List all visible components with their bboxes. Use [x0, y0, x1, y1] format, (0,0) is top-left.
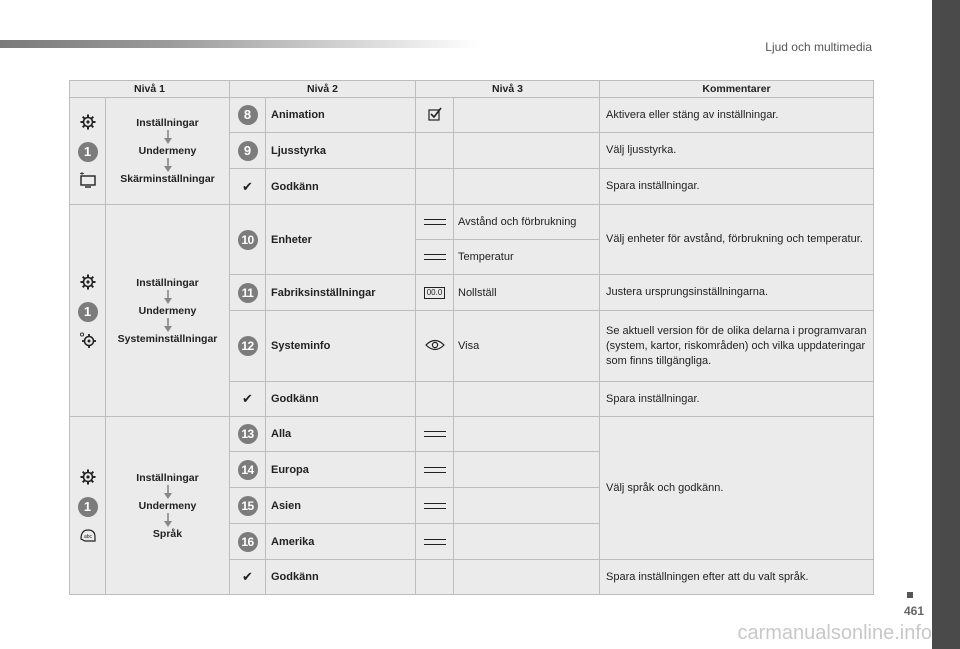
step-badge: 1	[78, 497, 98, 517]
level1-icons	[70, 205, 106, 417]
path-step: Undermeny	[138, 145, 197, 157]
page-number: 461	[903, 604, 924, 618]
comment: Spara inställningen efter att du valt språk.	[600, 560, 874, 595]
level1-icons	[70, 417, 106, 595]
step-badge: 10	[238, 230, 258, 250]
arrow-down-icon	[163, 130, 173, 144]
list-option-icon	[424, 254, 446, 260]
checkmark-icon: ✔	[242, 178, 253, 194]
level2-label: Asien	[266, 488, 416, 524]
level2-label: Alla	[266, 417, 416, 452]
level1-icons	[70, 98, 106, 205]
level2-label: Enheter	[266, 205, 416, 275]
comment: Justera ursprungsinställningarna.	[600, 275, 874, 311]
step-badge: 16	[238, 532, 258, 552]
watermark: carmanualsonline.info	[737, 622, 932, 644]
comment: Spara inställningar.	[600, 382, 874, 417]
checkmark-icon: ✔	[242, 391, 253, 406]
eye-icon	[425, 339, 445, 351]
section-title: Ljud och multimedia	[765, 40, 872, 54]
level2-label: Fabriksinställningar	[266, 275, 416, 311]
list-option-icon	[424, 431, 446, 437]
page-marker	[907, 592, 913, 598]
comment: Spara inställningar.	[600, 169, 874, 205]
arrow-down-icon	[163, 290, 173, 304]
header-gradient-bar	[0, 40, 480, 48]
level3-label: Temperatur	[454, 240, 600, 275]
step-badge: 12	[238, 336, 258, 356]
level3-label: Nollställ	[454, 275, 600, 311]
menu-path	[106, 205, 230, 417]
level2-label: Animation	[266, 98, 416, 133]
step-badge: 14	[238, 460, 258, 480]
table-header-row	[70, 81, 874, 98]
col-header-level3: Nivå 3	[416, 81, 600, 98]
gear-icon	[80, 274, 96, 290]
level2-label: Systeminfo	[266, 311, 416, 382]
path-step: Undermeny	[138, 499, 197, 512]
step-badge: 11	[238, 283, 258, 303]
table-row	[70, 98, 874, 133]
col-header-level2: Nivå 2	[230, 81, 416, 98]
level3-label: Avstånd och förbrukning	[454, 205, 600, 240]
path-step: Undermeny	[138, 304, 197, 317]
comment: Se aktuell version för de olika delarna i programvaran (system, kartor, riskområden) och vilka uppdateringar som finns tillgängliga.	[600, 311, 874, 382]
level2-label: Ljusstyrka	[266, 133, 416, 169]
comment: Välj enheter för avstånd, förbrukning och temperatur.	[600, 205, 874, 275]
level2-label: Godkänn	[266, 169, 416, 205]
comment: Aktivera eller stäng av inställningar.	[600, 98, 874, 133]
table-row	[70, 205, 874, 240]
step-badge: 15	[238, 496, 258, 516]
arrow-down-icon	[163, 485, 173, 499]
comment: Välj ljusstyrka.	[600, 133, 874, 169]
step-badge: 13	[238, 424, 258, 444]
list-option-icon	[424, 467, 446, 473]
menu-path	[106, 98, 230, 205]
path-step: Inställningar	[136, 117, 199, 129]
gear-icon	[80, 114, 96, 130]
step-badge: 8	[238, 105, 258, 125]
checkbox-icon	[428, 107, 442, 121]
step-badge: 1	[78, 142, 98, 162]
level2-label: Godkänn	[266, 560, 416, 595]
reset-counter-icon: 00.0	[424, 287, 446, 299]
level2-label: Godkänn	[266, 382, 416, 417]
col-header-level1: Nivå 1	[70, 81, 230, 98]
path-step: Inställningar	[136, 471, 199, 484]
step-badge: 9	[238, 141, 258, 161]
list-option-icon	[424, 539, 446, 545]
comment: Välj språk och godkänn.	[600, 417, 874, 560]
checkmark-icon: ✔	[242, 569, 253, 584]
level2-label: Amerika	[266, 524, 416, 560]
arrow-down-icon	[163, 158, 173, 172]
settings-table	[69, 80, 874, 595]
path-step: Systeminställningar	[117, 332, 218, 345]
screen-settings-icon	[79, 172, 97, 188]
level2-label: Europa	[266, 452, 416, 488]
step-badge: 1	[78, 302, 98, 322]
svg-text:abc: abc	[83, 533, 92, 540]
gear-icon	[80, 469, 96, 485]
arrow-down-icon	[163, 513, 173, 527]
level3-label: Visa	[454, 311, 600, 382]
language-icon	[79, 527, 97, 543]
system-settings-icon	[79, 332, 97, 348]
list-option-icon	[424, 503, 446, 509]
arrow-down-icon	[163, 318, 173, 332]
path-step: Inställningar	[136, 276, 199, 289]
path-step: Språk	[152, 527, 183, 540]
list-option-icon	[424, 219, 446, 225]
path-step: Skärminställningar	[120, 173, 215, 185]
col-header-comments: Kommentarer	[600, 81, 874, 98]
menu-path	[106, 417, 230, 595]
table-row	[70, 417, 874, 452]
side-strip	[932, 0, 960, 649]
